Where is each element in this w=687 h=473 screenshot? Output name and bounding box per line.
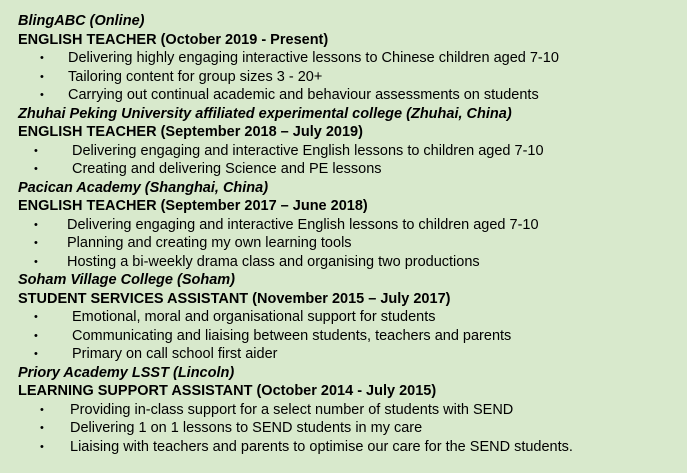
job-entry-soham bbox=[18, 271, 687, 364]
job-entry-blingabc bbox=[18, 12, 687, 105]
duty-item: • Communicating and liaising between students, teachers and parents bbox=[18, 327, 687, 346]
duty-list bbox=[18, 401, 687, 457]
duty-list bbox=[18, 142, 687, 179]
duty-item: • Delivering highly engaging interactive lessons to Chinese children aged 7-10 bbox=[18, 49, 687, 68]
employer-name: Pacican Academy (Shanghai, China) bbox=[18, 179, 269, 196]
duty-item: • Carrying out continual academic and behaviour assessments on students bbox=[18, 86, 687, 105]
job-role-title: LEARNING SUPPORT ASSISTANT (October 2014 - July 2015) bbox=[18, 383, 437, 399]
duty-item: • Creating and delivering Science and PE lessons bbox=[18, 160, 687, 179]
employer-name: BlingABC (Online) bbox=[18, 13, 145, 29]
duty-list bbox=[18, 49, 687, 105]
duty-item: • Emotional, moral and organisational support for students bbox=[18, 308, 687, 327]
duty-item: • Primary on call school first aider bbox=[18, 345, 687, 364]
job-role-title: ENGLISH TEACHER (September 2018 – July 2019) bbox=[18, 124, 363, 140]
duty-item: • Tailoring content for group sizes 3 - 20+ bbox=[18, 68, 687, 87]
job-entry-zhuhai bbox=[18, 105, 687, 179]
duty-list bbox=[18, 216, 687, 272]
employer-name: Priory Academy LSST (Lincoln) bbox=[18, 364, 235, 381]
job-role-title: ENGLISH TEACHER (September 2017 – June 2018) bbox=[18, 198, 368, 214]
job-role-title: STUDENT SERVICES ASSISTANT (November 2015 – July 2017) bbox=[18, 290, 451, 307]
duty-list bbox=[18, 308, 687, 364]
duty-item: • Planning and creating my own learning tools bbox=[18, 234, 687, 253]
employer-name: Zhuhai Peking University affiliated experimental college (Zhuhai, China) bbox=[18, 105, 512, 122]
employer-name: Soham Village College (Soham) bbox=[18, 272, 236, 288]
duty-item: • Providing in-class support for a select number of students with SEND bbox=[18, 401, 687, 420]
duty-item: • Liaising with teachers and parents to optimise our care for the SEND students. bbox=[18, 438, 687, 457]
job-entry-pacican bbox=[18, 179, 687, 272]
duty-item: • Delivering engaging and interactive English lessons to children aged 7-10 bbox=[18, 142, 687, 161]
duty-item: • Hosting a bi-weekly drama class and organising two productions bbox=[18, 253, 687, 272]
job-entry-priory bbox=[18, 364, 687, 457]
duty-item: • Delivering engaging and interactive English lessons to children aged 7-10 bbox=[18, 216, 687, 235]
duty-item: • Delivering 1 on 1 lessons to SEND students in my care bbox=[18, 419, 687, 438]
job-role-title: ENGLISH TEACHER (October 2019 - Present) bbox=[18, 31, 329, 48]
